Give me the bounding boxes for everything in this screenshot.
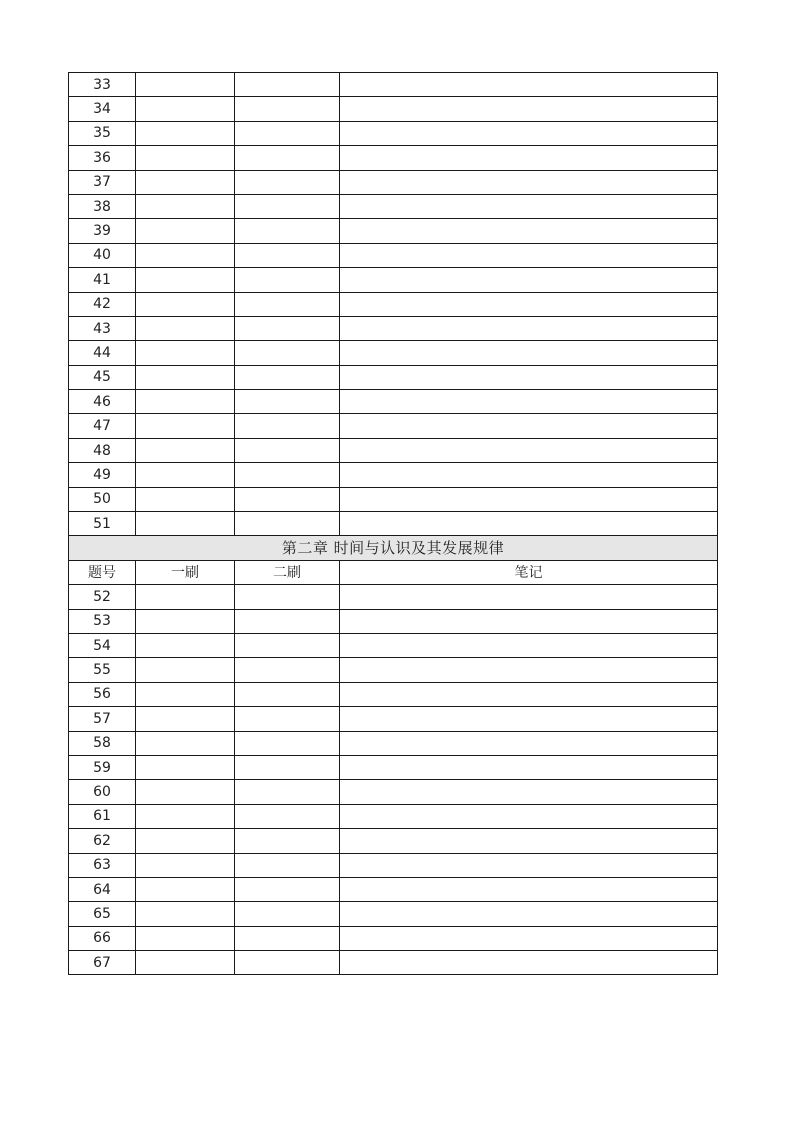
chapter2-rows — [69, 585, 718, 975]
notes-cell[interactable] — [340, 390, 718, 414]
table-row — [69, 829, 718, 853]
notes-cell[interactable] — [340, 829, 718, 853]
header-first-pass: 一刷 — [136, 560, 235, 584]
notes-cell[interactable] — [340, 633, 718, 657]
notes-cell[interactable] — [340, 243, 718, 267]
notes-cell[interactable] — [340, 682, 718, 706]
notes-cell[interactable] — [340, 146, 718, 170]
table-row — [69, 853, 718, 877]
table-row — [69, 804, 718, 828]
first-pass-cell[interactable] — [136, 292, 235, 316]
table-row — [69, 194, 718, 218]
question-number-cell: 33 — [69, 73, 136, 97]
first-pass-cell[interactable] — [136, 316, 235, 340]
question-number-cell: 65 — [69, 902, 136, 926]
question-number-cell: 52 — [69, 585, 136, 609]
second-pass-cell[interactable] — [235, 902, 340, 926]
table-row — [69, 902, 718, 926]
notes-cell[interactable] — [340, 438, 718, 462]
second-pass-cell[interactable] — [235, 609, 340, 633]
first-pass-cell[interactable] — [136, 731, 235, 755]
second-pass-cell[interactable] — [235, 707, 340, 731]
first-pass-cell[interactable] — [136, 609, 235, 633]
first-pass-cell[interactable] — [136, 926, 235, 950]
question-number-cell: 44 — [69, 341, 136, 365]
table-row — [69, 658, 718, 682]
table-row — [69, 633, 718, 657]
first-pass-cell[interactable] — [136, 341, 235, 365]
first-pass-cell[interactable] — [136, 97, 235, 121]
question-number-cell: 66 — [69, 926, 136, 950]
first-pass-cell[interactable] — [136, 804, 235, 828]
table-row — [69, 755, 718, 779]
second-pass-cell[interactable] — [235, 390, 340, 414]
second-pass-cell[interactable] — [235, 585, 340, 609]
table-row — [69, 97, 718, 121]
table-row — [69, 731, 718, 755]
notes-cell[interactable] — [340, 268, 718, 292]
table-row — [69, 341, 718, 365]
table-row — [69, 292, 718, 316]
second-pass-cell[interactable] — [235, 682, 340, 706]
table-row — [69, 365, 718, 389]
second-pass-cell[interactable] — [235, 512, 340, 536]
table-row — [69, 951, 718, 975]
study-log-table — [68, 72, 718, 975]
notes-cell[interactable] — [340, 97, 718, 121]
table-row — [69, 390, 718, 414]
question-number-cell: 50 — [69, 487, 136, 511]
question-number-cell: 49 — [69, 463, 136, 487]
question-number-cell: 45 — [69, 365, 136, 389]
table-row — [69, 219, 718, 243]
question-number-cell: 47 — [69, 414, 136, 438]
first-pass-cell[interactable] — [136, 390, 235, 414]
first-pass-cell[interactable] — [136, 585, 235, 609]
notes-cell[interactable] — [340, 731, 718, 755]
question-number-cell: 53 — [69, 609, 136, 633]
header-number: 题号 — [69, 560, 136, 584]
second-pass-cell[interactable] — [235, 316, 340, 340]
question-number-cell: 64 — [69, 877, 136, 901]
table-row — [69, 146, 718, 170]
notes-cell[interactable] — [340, 658, 718, 682]
table-row — [69, 609, 718, 633]
first-pass-cell[interactable] — [136, 951, 235, 975]
first-pass-cell[interactable] — [136, 902, 235, 926]
first-pass-cell[interactable] — [136, 633, 235, 657]
second-pass-cell[interactable] — [235, 170, 340, 194]
second-pass-cell[interactable] — [235, 731, 340, 755]
table-row — [69, 268, 718, 292]
table-row — [69, 414, 718, 438]
second-pass-cell[interactable] — [235, 487, 340, 511]
question-number-cell: 51 — [69, 512, 136, 536]
notes-cell[interactable] — [340, 804, 718, 828]
first-pass-cell[interactable] — [136, 682, 235, 706]
table-row — [69, 243, 718, 267]
second-pass-cell[interactable] — [235, 951, 340, 975]
first-pass-cell[interactable] — [136, 512, 235, 536]
notes-cell[interactable] — [340, 341, 718, 365]
first-pass-cell[interactable] — [136, 438, 235, 462]
question-number-cell: 39 — [69, 219, 136, 243]
second-pass-cell[interactable] — [235, 121, 340, 145]
notes-cell[interactable] — [340, 902, 718, 926]
question-number-cell: 42 — [69, 292, 136, 316]
table-row — [69, 316, 718, 340]
first-pass-cell[interactable] — [136, 414, 235, 438]
second-pass-cell[interactable] — [235, 73, 340, 97]
second-pass-cell[interactable] — [235, 463, 340, 487]
question-number-cell: 46 — [69, 390, 136, 414]
first-pass-cell[interactable] — [136, 658, 235, 682]
first-pass-cell[interactable] — [136, 877, 235, 901]
question-number-cell: 62 — [69, 829, 136, 853]
question-number-cell: 57 — [69, 707, 136, 731]
notes-cell[interactable] — [340, 755, 718, 779]
second-pass-cell[interactable] — [235, 877, 340, 901]
first-pass-cell[interactable] — [136, 243, 235, 267]
second-pass-cell[interactable] — [235, 633, 340, 657]
second-pass-cell[interactable] — [235, 365, 340, 389]
table-row — [69, 512, 718, 536]
second-pass-cell[interactable] — [235, 243, 340, 267]
question-number-cell: 56 — [69, 682, 136, 706]
question-number-cell: 67 — [69, 951, 136, 975]
first-pass-cell[interactable] — [136, 365, 235, 389]
second-pass-cell[interactable] — [235, 829, 340, 853]
notes-cell[interactable] — [340, 585, 718, 609]
notes-cell[interactable] — [340, 414, 718, 438]
chapter1-rows — [69, 73, 718, 536]
first-pass-cell[interactable] — [136, 487, 235, 511]
second-pass-cell[interactable] — [235, 804, 340, 828]
second-pass-cell[interactable] — [235, 414, 340, 438]
second-pass-cell[interactable] — [235, 755, 340, 779]
section-title-row — [69, 536, 718, 560]
first-pass-cell[interactable] — [136, 194, 235, 218]
second-pass-cell[interactable] — [235, 268, 340, 292]
notes-cell[interactable] — [340, 926, 718, 950]
question-number-cell: 55 — [69, 658, 136, 682]
notes-cell[interactable] — [340, 609, 718, 633]
first-pass-cell[interactable] — [136, 829, 235, 853]
question-number-cell: 48 — [69, 438, 136, 462]
first-pass-cell[interactable] — [136, 268, 235, 292]
notes-cell[interactable] — [340, 463, 718, 487]
second-pass-cell[interactable] — [235, 292, 340, 316]
second-pass-cell[interactable] — [235, 658, 340, 682]
notes-cell[interactable] — [340, 487, 718, 511]
table-row — [69, 585, 718, 609]
chapter2-header-block — [69, 536, 718, 585]
notes-cell[interactable] — [340, 707, 718, 731]
notes-cell[interactable] — [340, 853, 718, 877]
question-number-cell: 59 — [69, 755, 136, 779]
notes-cell[interactable] — [340, 365, 718, 389]
second-pass-cell[interactable] — [235, 853, 340, 877]
first-pass-cell[interactable] — [136, 853, 235, 877]
question-number-cell: 35 — [69, 121, 136, 145]
first-pass-cell[interactable] — [136, 707, 235, 731]
second-pass-cell[interactable] — [235, 341, 340, 365]
question-number-cell: 63 — [69, 853, 136, 877]
question-number-cell: 58 — [69, 731, 136, 755]
section-title: 第二章 时间与认识及其发展规律 — [69, 536, 718, 560]
notes-cell[interactable] — [340, 219, 718, 243]
question-number-cell: 34 — [69, 97, 136, 121]
table-row — [69, 780, 718, 804]
notes-cell[interactable] — [340, 292, 718, 316]
first-pass-cell[interactable] — [136, 73, 235, 97]
second-pass-cell[interactable] — [235, 438, 340, 462]
notes-cell[interactable] — [340, 121, 718, 145]
second-pass-cell[interactable] — [235, 97, 340, 121]
question-number-cell: 43 — [69, 316, 136, 340]
table-row — [69, 877, 718, 901]
second-pass-cell[interactable] — [235, 926, 340, 950]
table-row — [69, 926, 718, 950]
table-row — [69, 487, 718, 511]
notes-cell[interactable] — [340, 73, 718, 97]
notes-cell[interactable] — [340, 877, 718, 901]
first-pass-cell[interactable] — [136, 121, 235, 145]
question-number-cell: 54 — [69, 633, 136, 657]
question-number-cell: 38 — [69, 194, 136, 218]
notes-cell[interactable] — [340, 316, 718, 340]
table-row — [69, 682, 718, 706]
first-pass-cell[interactable] — [136, 219, 235, 243]
notes-cell[interactable] — [340, 951, 718, 975]
question-number-cell: 61 — [69, 804, 136, 828]
header-notes: 笔记 — [340, 560, 718, 584]
second-pass-cell[interactable] — [235, 219, 340, 243]
notes-cell[interactable] — [340, 194, 718, 218]
first-pass-cell[interactable] — [136, 755, 235, 779]
table-row — [69, 438, 718, 462]
notes-cell[interactable] — [340, 512, 718, 536]
question-number-cell: 40 — [69, 243, 136, 267]
table-row — [69, 170, 718, 194]
table-row — [69, 73, 718, 97]
second-pass-cell[interactable] — [235, 146, 340, 170]
header-second-pass: 二刷 — [235, 560, 340, 584]
table-row — [69, 121, 718, 145]
first-pass-cell[interactable] — [136, 146, 235, 170]
notes-cell[interactable] — [340, 170, 718, 194]
notes-cell[interactable] — [340, 780, 718, 804]
column-header-row — [69, 560, 718, 584]
second-pass-cell[interactable] — [235, 194, 340, 218]
first-pass-cell[interactable] — [136, 463, 235, 487]
table-row — [69, 707, 718, 731]
second-pass-cell[interactable] — [235, 780, 340, 804]
first-pass-cell[interactable] — [136, 780, 235, 804]
table-row — [69, 463, 718, 487]
question-number-cell: 41 — [69, 268, 136, 292]
question-number-cell: 36 — [69, 146, 136, 170]
question-number-cell: 37 — [69, 170, 136, 194]
question-number-cell: 60 — [69, 780, 136, 804]
first-pass-cell[interactable] — [136, 170, 235, 194]
